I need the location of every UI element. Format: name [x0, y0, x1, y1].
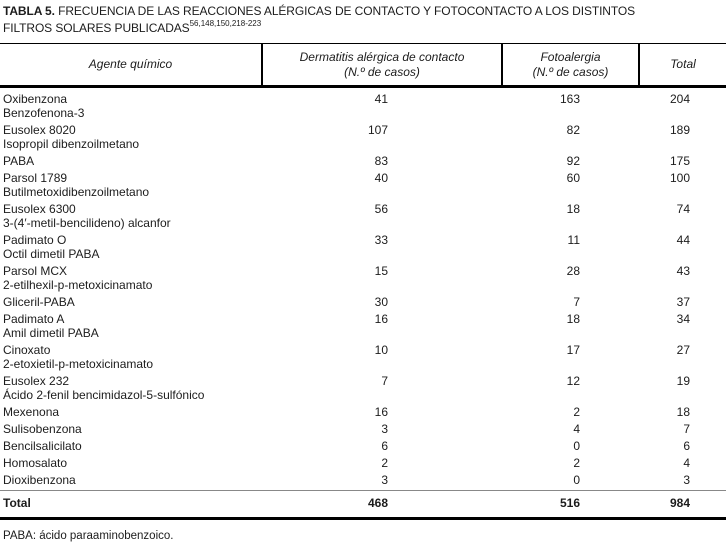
dermatitis-cases-cell: 6	[381, 439, 388, 453]
total-cases-cell: 19	[676, 374, 690, 388]
table-row	[0, 262, 726, 293]
total-cases-cell: 7	[683, 422, 690, 436]
agent-name-cell	[0, 312, 261, 340]
table-title-label: TABLA 5.	[3, 4, 55, 18]
dermatitis-cases-cell: 40	[374, 171, 388, 185]
table-title-text-line1: FRECUENCIA DE LAS REACCIONES ALÉRGICAS DE CONTACTO Y FOTOCONTACTO A LOS DISTINTOS	[58, 4, 636, 18]
total-cases-cell: 3	[683, 473, 690, 487]
total-overall-cases: 984	[669, 496, 690, 510]
agent-name-cell	[0, 154, 261, 168]
table-row	[0, 152, 726, 169]
agent-alias: Amil dimetil PABA	[3, 326, 99, 340]
table-row	[0, 420, 726, 437]
agent-name: Bencilsalicilato	[3, 439, 82, 453]
total-cases-cell: 74	[676, 202, 690, 216]
agent-name: Padimato O	[3, 233, 67, 247]
total-cases-cell: 37	[676, 295, 690, 309]
table-row	[0, 372, 726, 403]
dermatitis-cases-cell: 30	[374, 295, 388, 309]
agent-name-cell	[0, 422, 261, 436]
total-cases-cell: 27	[676, 343, 690, 357]
fotoalergia-cases-cell: 18	[566, 202, 580, 216]
dermatitis-cases-cell: 107	[367, 123, 388, 137]
agent-name-cell	[0, 202, 261, 230]
dermatitis-cases-cell: 10	[374, 343, 388, 357]
total-cases-cell: 204	[669, 92, 690, 106]
fotoalergia-cases-cell: 82	[566, 123, 580, 137]
table-footnote: PABA: ácido paraaminobenzoico.	[3, 530, 174, 542]
total-cases-cell: 4	[683, 456, 690, 470]
fotoalergia-cases-cell: 12	[566, 374, 580, 388]
fotoalergia-cases-cell: 0	[573, 473, 580, 487]
table-row	[0, 403, 726, 420]
agent-name-cell	[0, 123, 261, 151]
dermatitis-cases-cell: 83	[374, 154, 388, 168]
total-cases-cell: 189	[669, 123, 690, 137]
dermatitis-cases-cell: 16	[374, 312, 388, 326]
fotoalergia-cases-cell: 17	[566, 343, 580, 357]
agent-alias: Octil dimetil PABA	[3, 247, 100, 261]
agent-alias: Butilmetoxidibenzoilmetano	[3, 185, 150, 199]
dermatitis-cases-cell: 16	[374, 405, 388, 419]
table-title-references: 56,148,150,218-223	[189, 19, 262, 28]
table-row	[0, 341, 726, 372]
agent-name-cell	[0, 343, 261, 371]
agent-alias: 2-etilhexil-p-metoxicinamato	[3, 278, 153, 292]
table-row	[0, 310, 726, 341]
table-row	[0, 231, 726, 262]
total-cases-cell: 43	[676, 264, 690, 278]
total-cases-cell: 18	[676, 405, 690, 419]
agent-name-cell	[0, 374, 261, 402]
table-total-row	[0, 490, 726, 520]
table-row	[0, 169, 726, 200]
table-body	[0, 88, 726, 488]
dermatitis-cases-cell: 7	[381, 374, 388, 388]
total-cases-cell: 44	[676, 233, 690, 247]
fotoalergia-cases-cell: 60	[566, 171, 580, 185]
agent-name: Eusolex 6300	[3, 202, 76, 216]
total-cases-cell: 100	[669, 171, 690, 185]
agent-name: Mexenona	[3, 405, 60, 419]
dermatitis-cases-cell: 15	[374, 264, 388, 278]
column-header-fotoalergia: Fotoalergia (N.º de casos)	[501, 44, 638, 85]
total-dermatitis-cases: 468	[367, 496, 388, 510]
fotoalergia-cases-cell: 0	[573, 439, 580, 453]
total-row-label: Total	[3, 496, 31, 510]
column-header-dermatitis-alergica: Dermatitis alérgica de contacto (N.º de casos)	[261, 44, 501, 85]
agent-name: Parsol 1789	[3, 171, 68, 185]
agent-name: Dioxibenzona	[3, 473, 76, 487]
agent-name-cell	[0, 295, 261, 309]
agent-name: PABA	[3, 154, 35, 168]
agent-name: Gliceril-PABA	[3, 295, 75, 309]
total-cases-cell: 175	[669, 154, 690, 168]
table-row	[0, 121, 726, 152]
agent-name: Parsol MCX	[3, 264, 68, 278]
table-header-row	[0, 43, 726, 88]
table-row	[0, 437, 726, 454]
table-title-text-line2: FILTROS SOLARES PUBLICADAS	[3, 21, 190, 35]
agent-name: Eusolex 8020	[3, 123, 76, 137]
total-cases-cell: 34	[676, 312, 690, 326]
agent-name: Homosalato	[3, 456, 68, 470]
agent-name: Cinoxato	[3, 343, 51, 357]
agent-name-cell	[0, 171, 261, 199]
agent-alias: 3-(4′-metil-bencilideno) alcanfor	[3, 216, 171, 230]
dermatitis-cases-cell: 33	[374, 233, 388, 247]
agent-alias: Benzofenona-3	[3, 106, 85, 120]
agent-name-cell	[0, 439, 261, 453]
fotoalergia-cases-cell: 92	[566, 154, 580, 168]
table-title	[3, 4, 723, 35]
dermatitis-cases-cell: 3	[381, 422, 388, 436]
table-row	[0, 90, 726, 121]
total-cases-cell: 6	[683, 439, 690, 453]
fotoalergia-cases-cell: 28	[566, 264, 580, 278]
agent-name-cell	[0, 405, 261, 419]
table-row	[0, 293, 726, 310]
fotoalergia-cases-cell: 11	[567, 233, 580, 247]
fotoalergia-cases-cell: 163	[559, 92, 580, 106]
agent-name: Oxibenzona	[3, 92, 68, 106]
fotoalergia-cases-cell: 4	[573, 422, 580, 436]
agent-alias: Ácido 2-fenil bencimidazol-5-sulfónico	[3, 388, 205, 402]
agent-name-cell	[0, 233, 261, 261]
fotoalergia-cases-cell: 7	[573, 295, 580, 309]
dermatitis-cases-cell: 2	[381, 456, 388, 470]
table-row	[0, 200, 726, 231]
dermatitis-cases-cell: 3	[381, 473, 388, 487]
agent-alias: 2-etoxietil-p-metoxicinamato	[3, 357, 154, 371]
column-header-total: Total	[638, 44, 726, 85]
agent-name: Padimato A	[3, 312, 65, 326]
fotoalergia-cases-cell: 2	[573, 405, 580, 419]
column-header-agente-quimico: Agente químico	[88, 57, 173, 71]
agent-name: Eusolex 232	[3, 374, 70, 388]
total-fotoalergia-cases: 516	[559, 496, 580, 510]
agent-name-cell	[0, 92, 261, 120]
agent-name-cell	[0, 456, 261, 470]
agent-name-cell	[0, 264, 261, 292]
table-row	[0, 454, 726, 471]
dermatitis-cases-cell: 56	[374, 202, 388, 216]
agent-name-cell	[0, 473, 261, 487]
fotoalergia-cases-cell: 18	[566, 312, 580, 326]
dermatitis-cases-cell: 41	[374, 92, 388, 106]
table-row	[0, 471, 726, 488]
fotoalergia-cases-cell: 2	[573, 456, 580, 470]
agent-alias: Isopropil dibenzoilmetano	[3, 137, 140, 151]
agent-name: Sulisobenzona	[3, 422, 82, 436]
data-table	[0, 43, 726, 520]
